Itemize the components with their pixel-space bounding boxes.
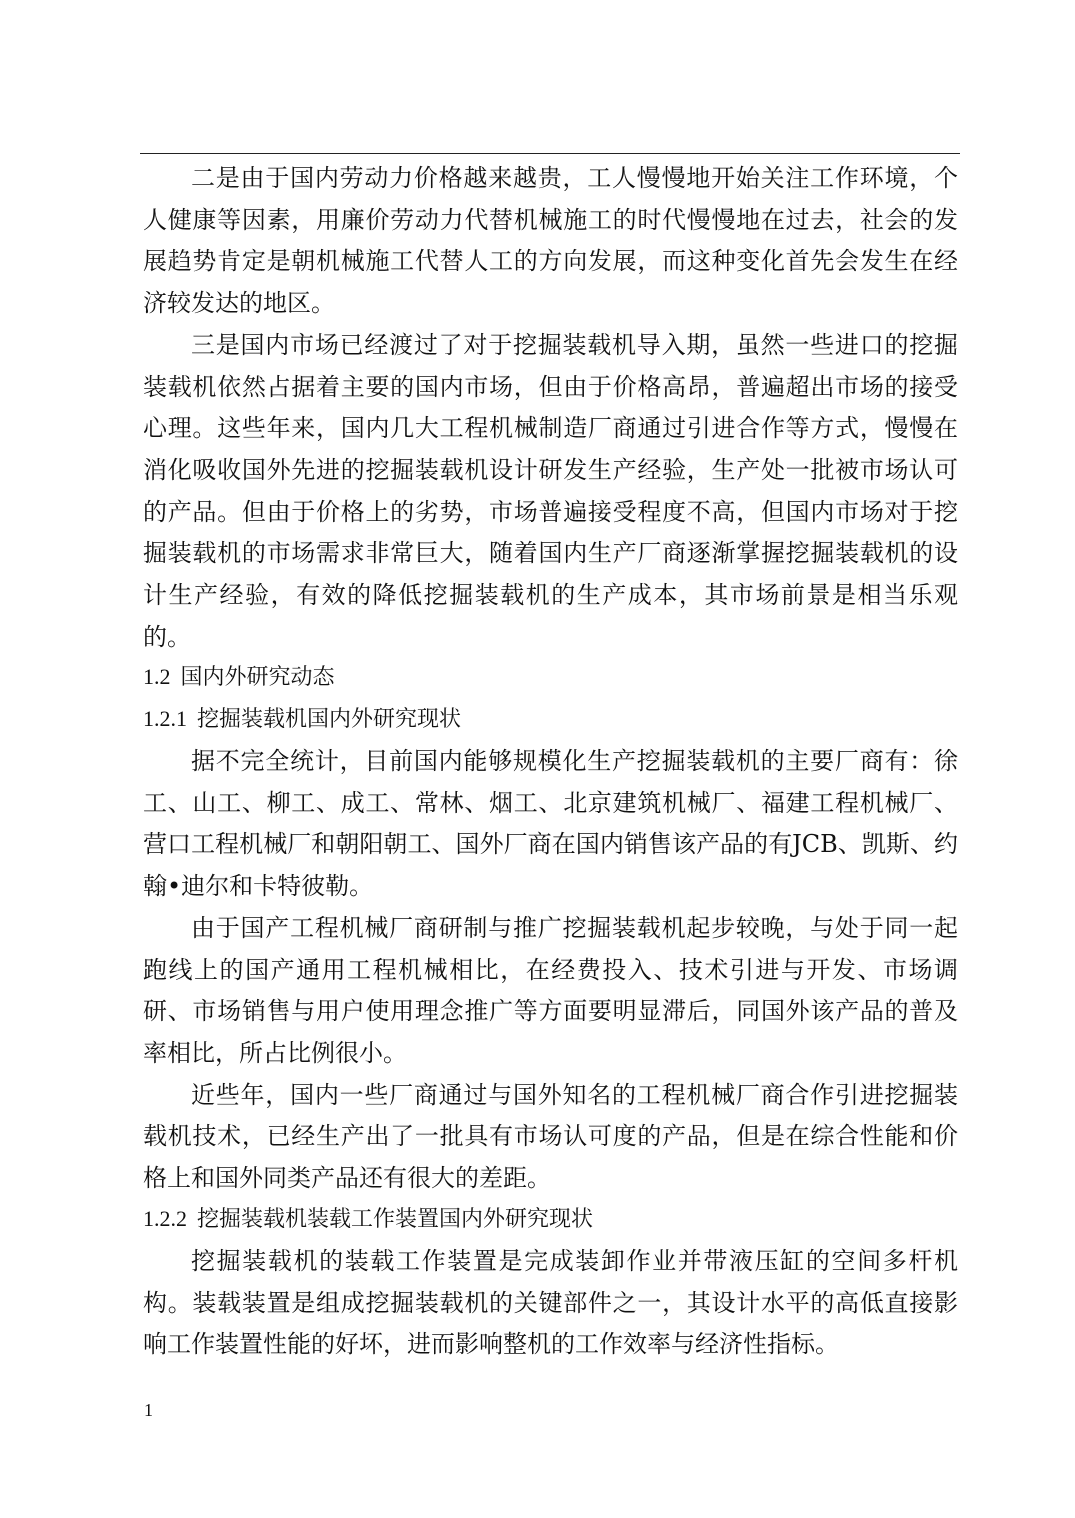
section-heading-1-2-2: [143, 1203, 593, 1236]
section-number: 1.2.2: [143, 1206, 187, 1231]
header-rule: [140, 153, 960, 154]
section-1-2-1-text: [143, 741, 958, 1200]
section-title: 国内外研究动态: [180, 665, 335, 690]
section-number: 1.2: [143, 664, 171, 689]
paragraph-recent-years: 近些年，国内一些厂商通过与国外知名的工程机械厂商合作引进挖掘装载机技术，已经生产出了一批具有市场认可度的产品，但是在综合性能和价格上和国外同类产品还有很大的差距。: [143, 1080, 958, 1193]
page-number: 1: [144, 1400, 153, 1420]
section-title: 挖掘装载机国内外研究现状: [197, 707, 462, 732]
paragraph-manufacturers: 据不完全统计，目前国内能够规模化生产挖掘装载机的主要厂商有：徐工、山工、柳工、成工、常林、烟工、北京建筑机械厂、福建工程机械厂、营口工程机械厂和朝阳朝工、国外厂商在国内销售该产品的有JCB、凯斯、约翰•迪尔和卡特彼勒。: [143, 747, 958, 901]
section-title: 挖掘装载机装载工作装置国内外研究现状: [197, 1207, 594, 1232]
paragraph-loading-device: 挖掘装载机的装载工作装置是完成装卸作业并带液压缸的空间多杆机构。装载装置是组成挖掘装载机的关键部件之一，其设计水平的高低直接影响工作装置性能的好坏，进而影响整机的工作效率与经济性指标。: [143, 1247, 958, 1359]
paragraph-2: 二是由于国内劳动力价格越来越贵，工人慢慢地开始关注工作环境，个人健康等因素，用廉价劳动力代替机械施工的时代慢慢地在过去，社会的发展趋势肯定是朝机械施工代替人工的方向发展，而这种变化首先会发生在经济较发达的地区。: [143, 164, 958, 318]
section-number: 1.2.1: [143, 706, 187, 731]
section-heading-1-2-1: [143, 703, 461, 736]
section-1-2-2-text: [143, 1241, 958, 1366]
paragraph-late-start: 由于国产工程机械厂商研制与推广挖掘装载机起步较晚，与处于同一起跑线上的国产通用工程机械相比，在经费投入、技术引进与开发、市场调研、市场销售与用户使用理念推广等方面要明显滞后，同国外该产品的普及率相比，所占比例很小。: [143, 913, 958, 1067]
paragraph-3: 三是国内市场已经渡过了对于挖掘装载机导入期，虽然一些进口的挖掘装载机依然占据着主要的国内市场，但由于价格高昂，普遍超出市场的接受心理。这些年来，国内几大工程机械制造厂商通过引进合作等方式，慢慢在消化吸收国外先进的挖掘装载机设计研发生产经验，生产处一批被市场认可的产品。但由于价格上的劣势，市场普遍接受程度不高，但国内市场对于挖掘装载机的市场需求非常巨大，随着国内生产厂商逐渐掌握挖掘装载机的设计生产经验，有效的降低挖掘装载机的生产成本，其市场前景是相当乐观的。: [143, 330, 958, 651]
intro-text-block: [143, 158, 958, 658]
section-heading-1-2: [143, 661, 335, 694]
